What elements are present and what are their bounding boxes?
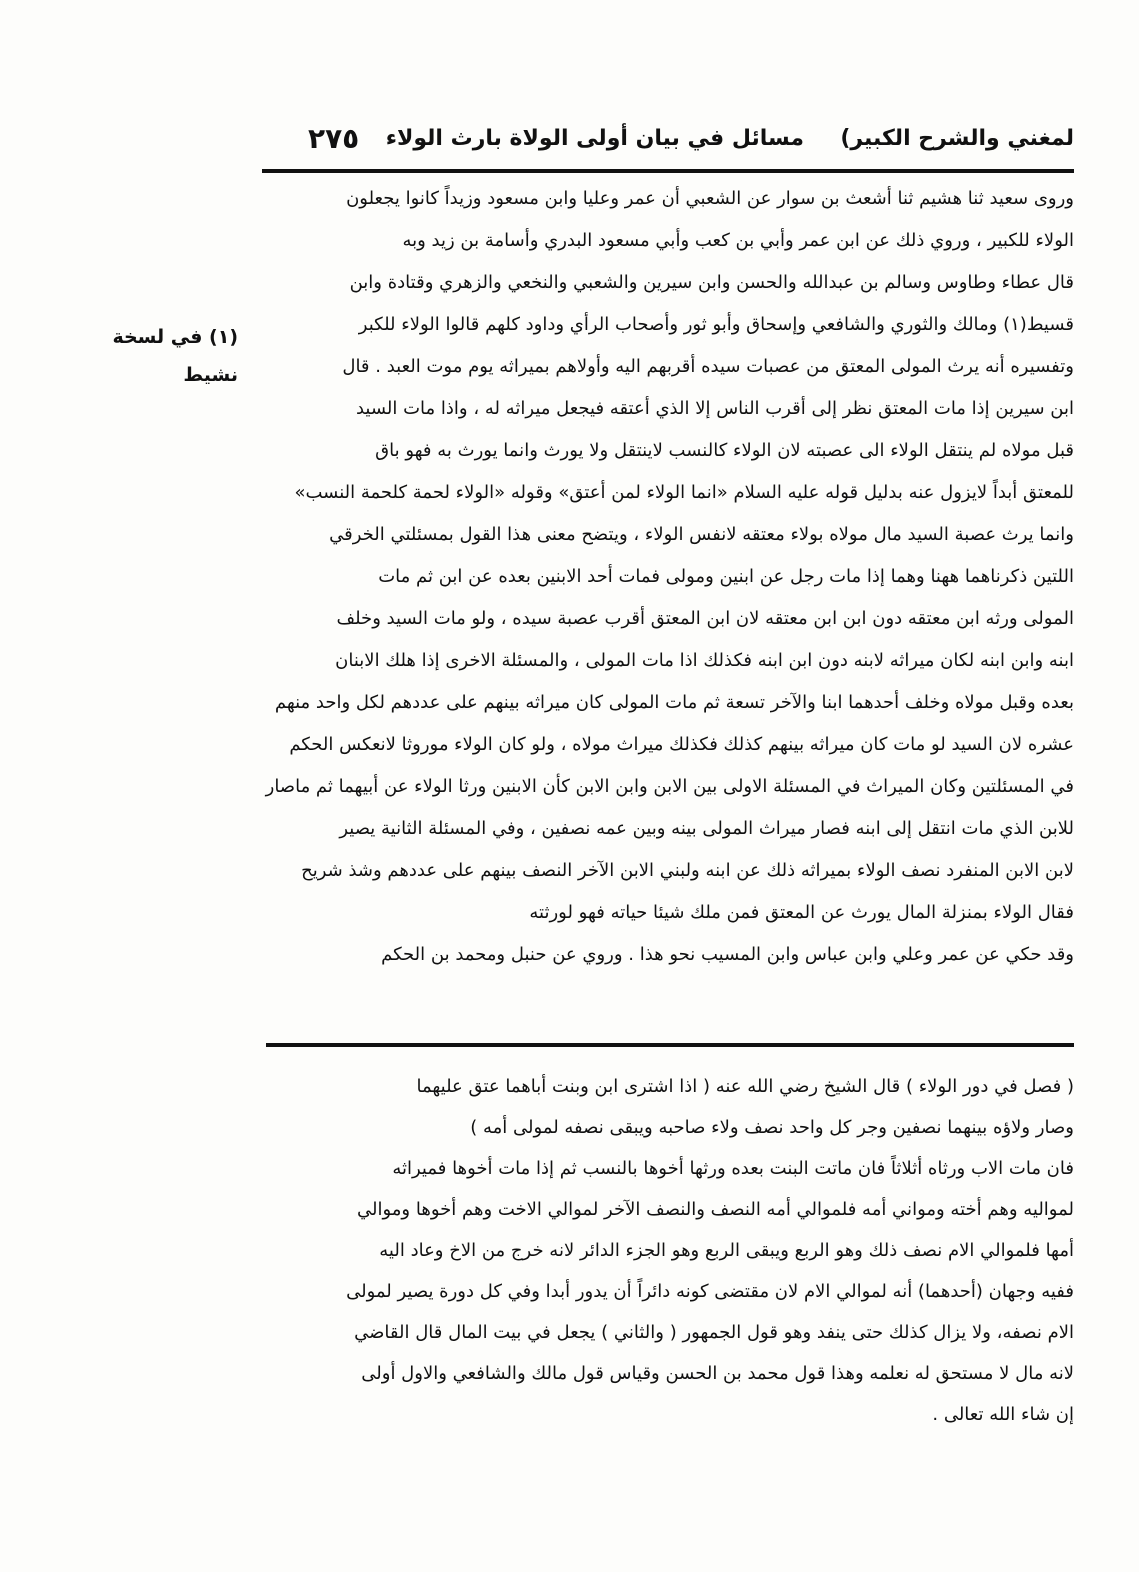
text-line: قبل مولاه لم ينتقل الولاء الى عصبته لان الولاء كالنسب لاينتقل ولا يورث وانما يورث به فهو باق	[375, 440, 1074, 461]
page-number: ٢٧٥	[308, 122, 360, 155]
text-line: وانما يرث عصبة السيد مال مولاه بولاء معتقه لانفس الولاء ، ويتضح معنى هذا القول بمسئلتي الخرقي	[329, 524, 1074, 545]
book-title: لمغني والشرح الكبير)	[840, 126, 1074, 151]
main-body-text	[262, 178, 1074, 976]
text-line: ابنه وابن ابنه لكان ميراثه لابنه دون ابن ابنه فكذلك اذا مات المولى ، والمسئلة الاخرى إذا هلك الابنان	[335, 650, 1074, 671]
text-line: لابن الابن المنفرد نصف الولاء بميراثه ذلك عن ابنه ولبني الابن الآخر النصف بينهم على عددهم وشذ شريح	[301, 860, 1074, 881]
text-line: في المسئلتين وكان الميراث في المسئلة الاولى بين الابن وابن الابن كأن الابنين ورثا الولاء عن أبيهما ثم ماصار	[265, 776, 1074, 797]
commentary-line: إن شاء الله تعالى .	[932, 1404, 1074, 1425]
text-line: للابن الذي مات انتقل إلى ابنه فصار ميراث المولى بينه وبين عمه نصفين ، وفي المسئلة الثانية يصير	[339, 818, 1074, 839]
commentary-line: أمها فلموالي الام نصف ذلك وهو الربع ويبقى الربع وهو الجزء الدائر لانه خرج من الاخ وعاد اليه	[379, 1240, 1074, 1261]
text-line: فقال الولاء بمنزلة المال يورث عن المعتق فمن ملك شيئا حياته فهو لورثته	[529, 902, 1074, 923]
text-line: قسيط(١) ومالك والثوري والشافعي وإسحاق وأبو ثور وأصحاب الرأي وداود كلهم قالوا الولاء للكبر	[358, 314, 1074, 335]
text-line: عشره لان السيد لو مات كان ميراثه بينهم كذلك فكذلك ميراث مولاه ، ولو كان الولاء موروثا لانعكس الحكم	[289, 734, 1074, 755]
text-line: الولاء للكبير ، وروي ذلك عن ابن عمر وأبي بن كعب وأبي مسعود البدري وأسامة بن زيد وبه	[402, 230, 1074, 251]
commentary-line: فان مات الاب ورثاه أثلاثاً فان ماتت البنت بعده ورثها أخوها بالنسب ثم إذا مات أخوها فميراثه	[392, 1158, 1074, 1179]
commentary-line: ففيه وجهان (أحدهما) أنه لموالي الام لان مقتضى كونه دائراً أن يدور أبدا وفي كل دورة يصير لمولى	[346, 1281, 1074, 1302]
text-line: ابن سيرين إذا مات المعتق نظر إلى أقرب الناس إلا الذي أعتقه فيجعل ميراثه له ، واذا مات السيد	[355, 398, 1074, 419]
section-title: مسائل في بيان أولى الولاة بارث الولاء	[385, 126, 804, 151]
section-divider	[266, 1043, 1074, 1047]
text-line: وتفسيره أنه يرث المولى المعتق من عصبات سيده أقربهم اليه وأولاهم بميراثه يوم موت العبد . قال	[342, 356, 1074, 377]
text-line: بعده وقبل مولاه وخلف أحدهما ابنا والآخر تسعة ثم مات المولى كان ميراثه بينهم على عددهم لكل واحد منهم	[274, 692, 1074, 713]
header-divider	[262, 169, 1074, 173]
commentary-line: الام نصفه، ولا يزال كذلك حتى ينفد وهو قول الجمهور ( والثاني ) يجعل في بيت المال قال القاضي	[354, 1322, 1074, 1343]
commentary-line: ( فصل في دور الولاء ) قال الشيخ رضي الله عنه ( اذا اشترى ابن وبنت أباهما عتق عليهما	[416, 1076, 1074, 1097]
commentary-line: لانه مال لا مستحق له نعلمه وهذا قول محمد بن الحسن وقياس قول مالك والشافعي والاول أولى	[361, 1363, 1074, 1384]
commentary-text	[262, 1066, 1074, 1435]
text-line: قال عطاء وطاوس وسالم بن عبدالله والحسن وابن سيرين والشعبي والنخعي والزهري وقتادة وابن	[349, 272, 1074, 293]
page-header	[262, 122, 1074, 162]
margin-footnote-line: نشيط	[183, 364, 238, 386]
text-line: المولى ورثه ابن معتقه دون ابن ابن معتقه لان ابن المعتق أقرب عصبة سيده ، ولو مات السيد وخلف	[336, 608, 1074, 629]
text-line: للمعتق أبداً لايزول عنه بدليل قوله عليه السلام «انما الولاء لمن أعتق» وقوله «الولاء لحمة كلحمة النسب»	[294, 482, 1074, 503]
commentary-line: وصار ولاؤه بينهما نصفين وجر كل واحد نصف ولاء صاحبه ويبقى نصفه لمولى أمه )	[470, 1117, 1074, 1138]
margin-footnote	[58, 318, 238, 394]
text-line: وروى سعيد ثنا هشيم ثنا أشعث بن سوار عن الشعبي أن عمر وعليا وابن مسعود وزيداً كانوا يجعلون	[346, 188, 1074, 209]
commentary-line: لمواليه وهم أخته ومواني أمه فلموالي أمه النصف والنصف الآخر لموالي الاخت وهم أخوها وموالي	[357, 1199, 1074, 1220]
margin-footnote-line: (١) في لسخة	[112, 326, 238, 348]
text-line: اللتين ذكرناهما ههنا وهما إذا مات رجل عن ابنين ومولى فمات أحد الابنين بعده عن ابن ثم مات	[378, 566, 1074, 587]
text-line: وقد حكي عن عمر وعلي وابن عباس وابن المسيب نحو هذا . وروي عن حنبل ومحمد بن الحكم	[381, 944, 1074, 965]
